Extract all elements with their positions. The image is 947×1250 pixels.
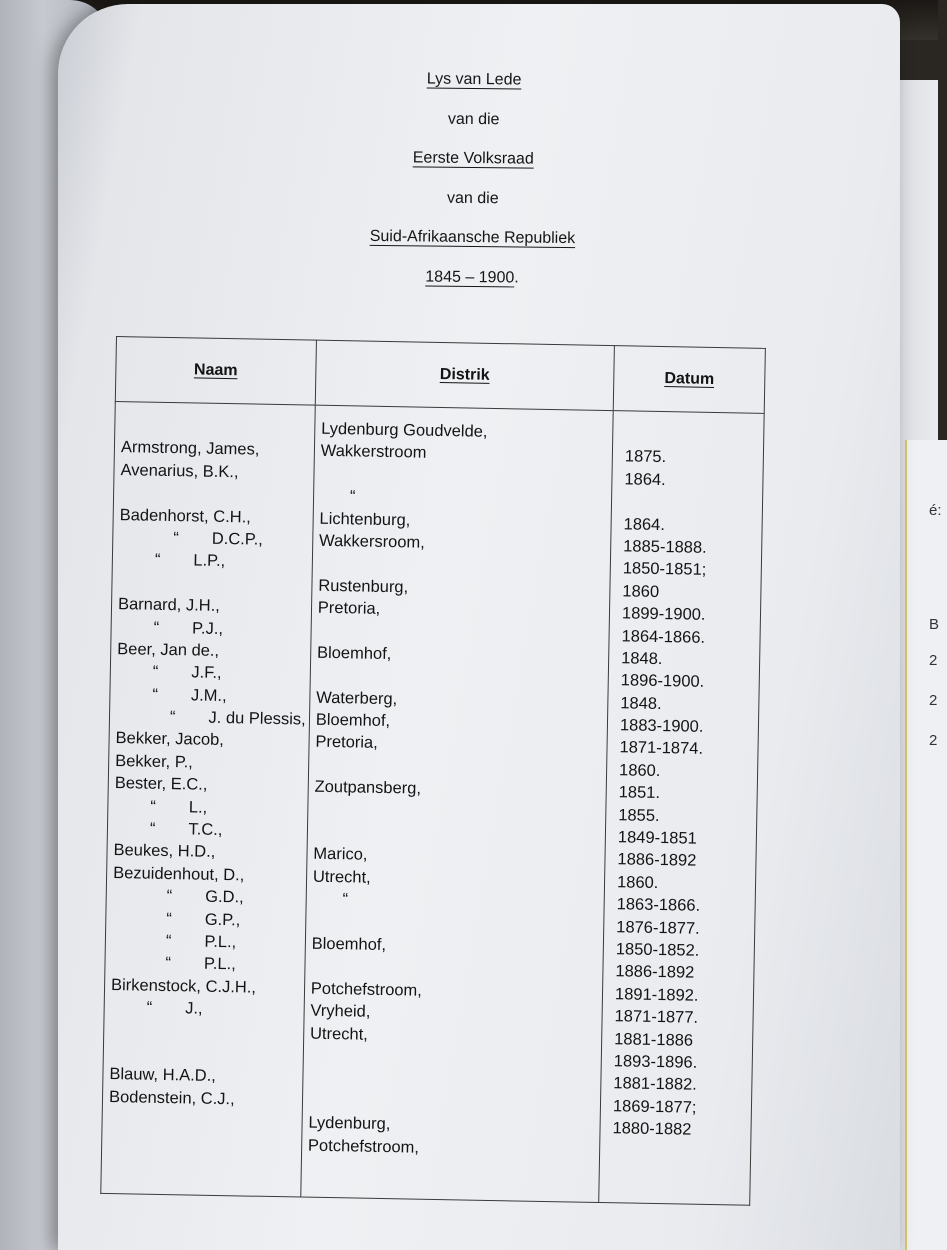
member-district: Bloemhof, (316, 643, 392, 664)
member-date (612, 490, 762, 515)
member-date: 1883-1900. (619, 716, 704, 736)
datum-list (600, 411, 764, 1182)
member-date: 1850-1851; (622, 559, 707, 580)
member-name: Beukes, H.D., (113, 841, 216, 862)
member-date: 1848. (620, 693, 662, 713)
member-date: 1871-1877. (614, 1007, 699, 1027)
adjacent-sheet-text: 2 (929, 732, 938, 749)
member-district: Vryheid, (310, 1001, 371, 1021)
member-district: Pretoria, (317, 598, 381, 619)
member-name: Blauw, H.A.D., (109, 1065, 216, 1086)
member-date: 1849-1851 (617, 828, 697, 848)
member-district: Marico, (313, 845, 368, 865)
member-date: 1885-1888. (623, 537, 707, 557)
member-name: Bodenstein, C.J., (108, 1087, 235, 1109)
member-date: 1851. (618, 783, 661, 803)
member-name: “ J. du Plessis, (169, 708, 306, 729)
member-name: “ J.F., (152, 663, 222, 683)
members-table-wrap (101, 336, 766, 1168)
member-name: “ P.J., (153, 618, 224, 638)
member-name: Bekker, Jacob, (115, 729, 225, 750)
member-name: Bezuidenhout, D., (112, 863, 245, 885)
member-district: “ (349, 487, 356, 506)
member-date: 1880-1882 (612, 1119, 692, 1139)
distrik-list (301, 406, 613, 1202)
title-line: Eerste Volksraad (412, 149, 534, 168)
member-name: “ L.P., (154, 551, 226, 571)
member-name: “ J., (146, 998, 203, 1018)
member-name: “ D.C.P., (173, 529, 264, 549)
member-name: “ P.L., (165, 932, 237, 952)
title-line: Suid-Afrikaansche Republiek (369, 227, 576, 248)
member-date: 1860. (616, 873, 659, 892)
naam-column (101, 401, 315, 1196)
column-header-distrik: Distrik (315, 340, 614, 410)
member-date: 1886-1892 (615, 962, 695, 983)
member-date: 1864. (624, 470, 666, 489)
member-district: “ (342, 890, 349, 909)
title-line: Lys van Lede (426, 70, 522, 89)
members-table (100, 336, 766, 1206)
member-district: Bloemhof, (315, 710, 391, 731)
member-district: Potchefstroom, (310, 979, 423, 1000)
member-date: 1855. (618, 805, 660, 825)
member-name: Bekker, P., (115, 751, 194, 772)
adjacent-sheet (905, 440, 947, 1250)
member-district: Pretoria, (315, 733, 378, 753)
member-district: Potchefstroom, (307, 1136, 420, 1157)
column-header-datum: Datum (613, 346, 765, 414)
title-line: 1845 – 1900. (425, 268, 519, 286)
member-district: Lichtenburg, (319, 509, 411, 529)
member-date: 1864. (623, 514, 666, 534)
member-date: 1869-1877; (612, 1096, 697, 1117)
member-name: Beer, Jan de., (117, 639, 220, 660)
member-date: 1896-1900. (620, 671, 705, 692)
member-name: Bester, E.C., (114, 774, 208, 794)
member-name: Avenarius, B.K., (120, 460, 239, 482)
member-date: 1848. (620, 649, 663, 668)
member-name: “ J.M., (152, 685, 227, 705)
member-date: 1864-1866. (621, 626, 706, 647)
member-name: “ L., (150, 797, 208, 817)
member-district: Bloemhof, (311, 934, 387, 955)
member-name: Birkenstock, C.J.H., (110, 975, 257, 997)
member-name: “ T.C., (149, 819, 223, 840)
member-district: Wakkerstroom (320, 442, 427, 463)
adjacent-sheet-text: B (929, 616, 940, 633)
member-district: Utrecht, (312, 867, 371, 887)
member-date: 1860 (622, 582, 660, 601)
datum-column (599, 411, 765, 1206)
adjacent-sheet-text: 2 (929, 652, 938, 669)
title-line: van die (446, 189, 499, 207)
document-page (58, 4, 900, 1250)
adjacent-sheet-text: 2 (929, 692, 938, 709)
member-date: 1891-1892. (614, 985, 699, 1005)
member-district: Waterberg, (316, 688, 398, 708)
adjacent-sheet-text: é: (929, 502, 942, 519)
member-name: Badenhorst, C.H., (119, 505, 252, 527)
member-name: “ P.L., (165, 954, 236, 974)
title-line: van die (447, 110, 500, 128)
naam-list (102, 402, 315, 1174)
member-district: Rustenburg, (318, 576, 409, 597)
member-date: 1871-1874. (619, 738, 704, 759)
member-date: 1899-1900. (621, 604, 706, 624)
member-name: Armstrong, James, (120, 438, 260, 460)
column-header-naam: Naam (115, 337, 316, 406)
member-district: Wakkersroom, (318, 531, 426, 552)
member-name: “ G.D., (166, 887, 244, 907)
member-district: Lydenburg Goudvelde, (320, 419, 488, 441)
member-date (613, 423, 763, 448)
distrik-column (301, 405, 614, 1202)
document-title (51, 64, 895, 310)
member-date: 1893-1896. (613, 1052, 698, 1072)
member-district: Utrecht, (309, 1024, 369, 1044)
member-date: 1863-1866. (616, 895, 701, 916)
member-date: 1881-1886 (614, 1029, 694, 1050)
member-date: 1881-1882. (613, 1074, 698, 1095)
member-name (102, 1108, 301, 1134)
member-name: Barnard, J.H., (117, 595, 221, 616)
member-date: 1876-1877. (616, 917, 700, 938)
member-district: Lydenburg, (308, 1113, 391, 1134)
member-date: 1850-1852. (615, 940, 700, 960)
member-district: Zoutpansberg, (314, 777, 422, 798)
member-name: “ G.P., (166, 909, 241, 929)
member-date: 1860. (618, 761, 661, 780)
member-date: 1875. (624, 447, 667, 467)
member-date: 1886-1892 (617, 850, 697, 871)
